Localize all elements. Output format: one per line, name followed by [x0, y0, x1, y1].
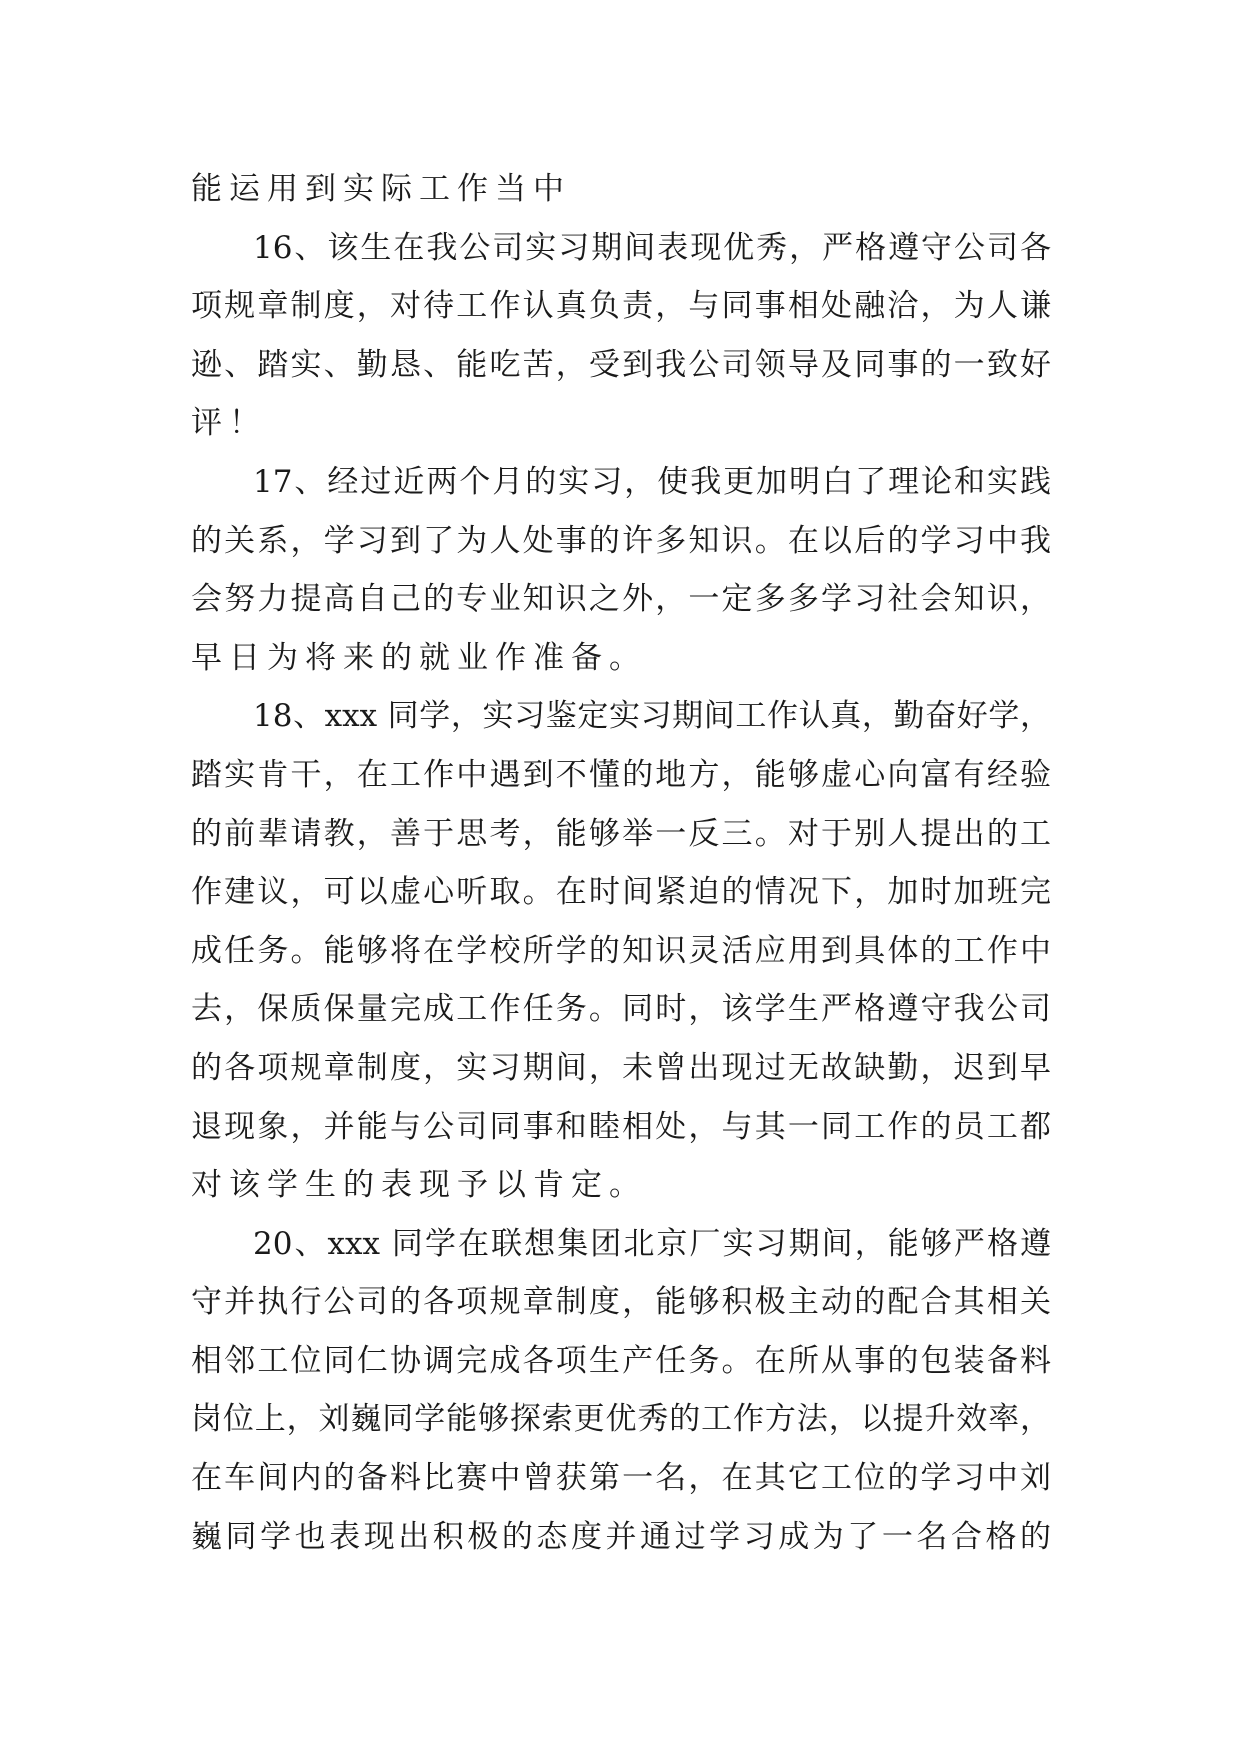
- text-line: [191, 512, 1051, 571]
- text-line-content: 20、xxx 同学在联想集团北京厂实习期间，能够严格遵: [253, 1225, 1051, 1262]
- text-line: [191, 863, 1051, 922]
- text-line-content: 作建议，可以虚心听取。在时间紧迫的情况下，加时加班完: [191, 874, 1051, 911]
- text-line-content: 项规章制度，对待工作认真负责，与同事相处融洽，为人谦: [191, 288, 1051, 325]
- text-line-content: 巍同学也表现出积极的态度并通过学习成为了一名合格的: [191, 1518, 1051, 1555]
- text-line-content: 逊、踏实、勤恳、能吃苦，受到我公司领导及同事的一致好: [191, 346, 1051, 383]
- text-line-content: 的各项规章制度，实习期间，未曾出现过无故缺勤，迟到早: [191, 1049, 1051, 1086]
- text-line-content: 能运用到实际工作当中: [191, 171, 571, 207]
- text-line-content: 相邻工位同仁协调完成各项生产任务。在所从事的包装备料: [191, 1342, 1051, 1379]
- text-line-content: 18、xxx 同学，实习鉴定实习期间工作认真，勤奋好学，: [253, 698, 1051, 735]
- text-line-content: 岗位上，刘巍同学能够探索更优秀的工作方法，以提升效率，: [191, 1401, 1051, 1438]
- text-line-content: 17、经过近两个月的实习，使我更加明白了理论和实践: [253, 463, 1051, 500]
- text-line: [191, 1156, 1051, 1215]
- document-body: [191, 160, 1051, 1566]
- text-line: [191, 1039, 1051, 1098]
- text-line-content: 的关系，学习到了为人处事的许多知识。在以后的学习中我: [191, 522, 1051, 559]
- text-line: [191, 922, 1051, 981]
- text-line: [191, 1390, 1051, 1449]
- text-line: [191, 570, 1051, 629]
- text-line: [191, 805, 1051, 864]
- text-line-content: 守并执行公司的各项规章制度，能够积极主动的配合其相关: [191, 1284, 1051, 1321]
- text-line-content: 在车间内的备料比赛中曾获第一名，在其它工位的学习中刘: [191, 1460, 1051, 1497]
- text-line: [191, 1449, 1051, 1508]
- text-line: [191, 394, 1051, 453]
- text-line-content: 16、该生在我公司实习期间表现优秀，严格遵守公司各: [253, 229, 1051, 266]
- text-line: [191, 687, 1051, 746]
- text-line: [191, 1098, 1051, 1157]
- text-line-content: 的前辈请教，善于思考，能够举一反三。对于别人提出的工: [191, 815, 1051, 852]
- text-line: [191, 629, 1051, 688]
- text-line: [191, 219, 1051, 278]
- text-line-content: 对该学生的表现予以肯定。: [191, 1167, 647, 1204]
- text-line: [191, 1332, 1051, 1391]
- text-line-content: 退现象，并能与公司同事和睦相处，与其一同工作的员工都: [191, 1108, 1051, 1145]
- text-line-content: 早日为将来的就业作准备。: [191, 639, 647, 676]
- text-line-content: 会努力提高自己的专业知识之外，一定多多学习社会知识，: [191, 581, 1051, 618]
- text-line-content: 去，保质保量完成工作任务。同时，该学生严格遵守我公司: [191, 991, 1051, 1028]
- text-line-content: 成任务。能够将在学校所学的知识灵活应用到具体的工作中: [191, 932, 1051, 969]
- text-line: [191, 453, 1051, 512]
- text-line: [191, 336, 1051, 395]
- text-line: [191, 746, 1051, 805]
- text-line-content: 评！: [191, 405, 267, 442]
- text-line: [191, 1215, 1051, 1274]
- text-line-content: 踏实肯干，在工作中遇到不懂的地方，能够虚心向富有经验: [191, 756, 1051, 793]
- text-line: [191, 1508, 1051, 1567]
- text-line: [191, 160, 1051, 219]
- text-line: [191, 277, 1051, 336]
- text-line: [191, 1273, 1051, 1332]
- text-line: [191, 980, 1051, 1039]
